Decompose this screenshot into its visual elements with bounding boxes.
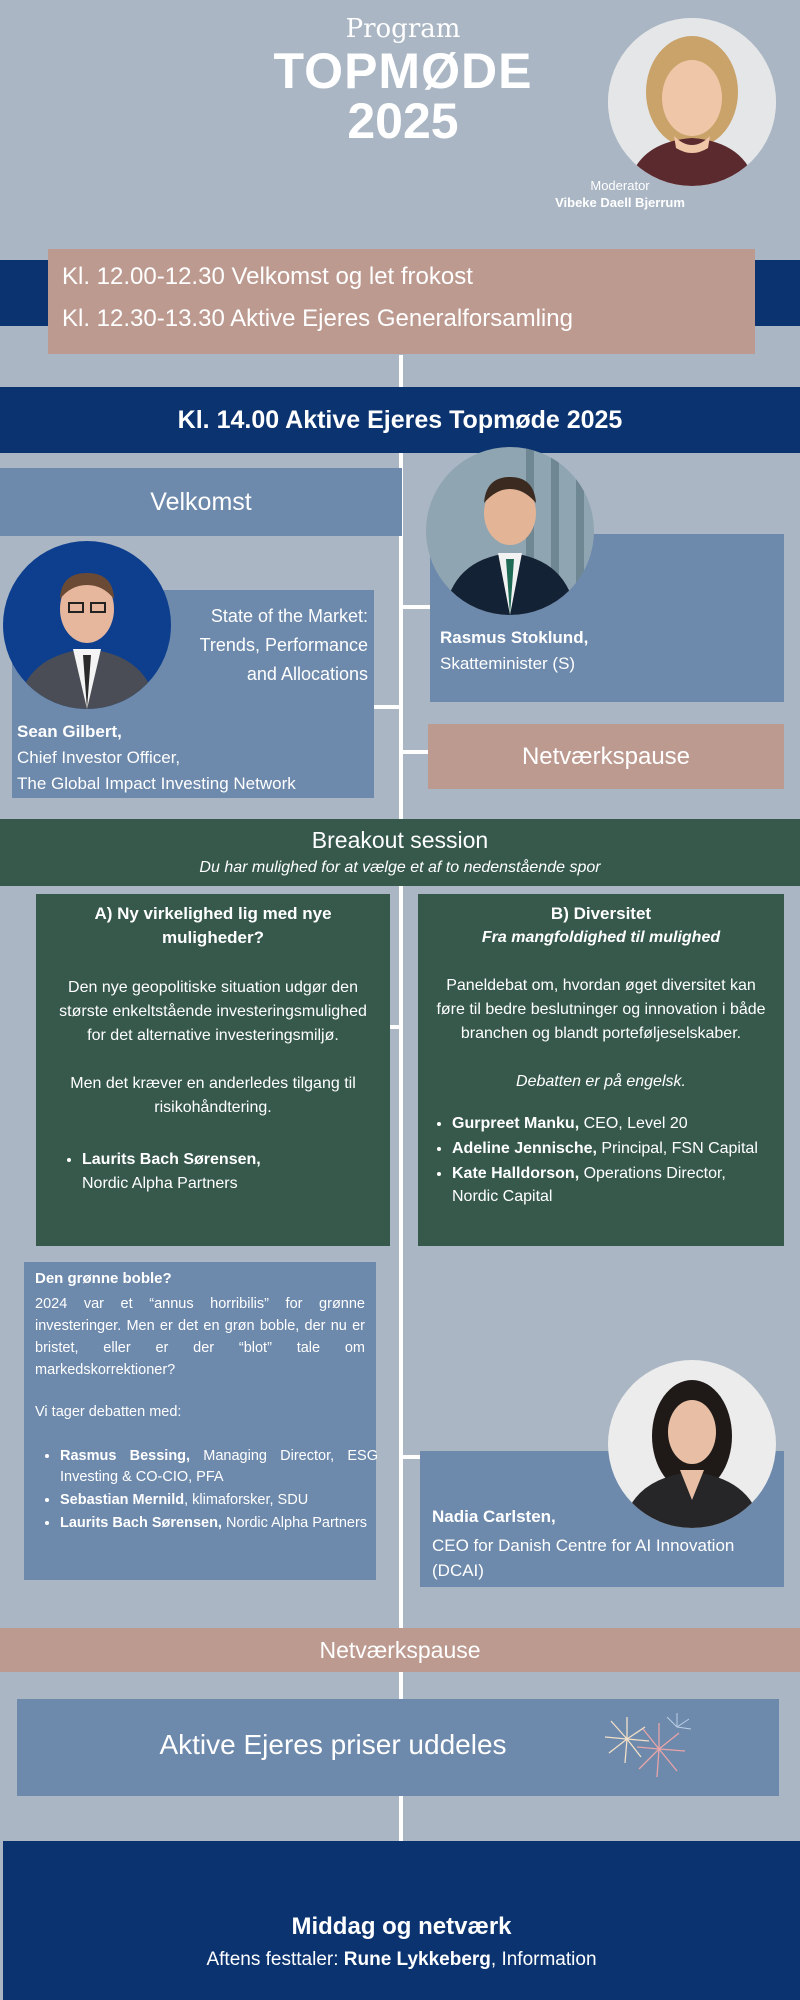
rasmus-stoklund-photo xyxy=(426,447,594,615)
speaker-role: Managing Director, ESG Investing & CO-CIO, PFA xyxy=(60,1448,378,1485)
speaker-name: Gurpreet Manku, xyxy=(452,1115,580,1132)
summit-banner-text: Kl. 14.00 Aktive Ejeres Topmøde 2025 xyxy=(177,406,623,434)
network-break-label: Netværkspause xyxy=(521,743,691,770)
track-b-paragraph-2: Debatten er på engelsk. xyxy=(516,1073,686,1090)
speaker-name: Sean Gilbert, xyxy=(17,722,122,741)
nadia-carlsten-photo xyxy=(608,1360,776,1528)
awards-box xyxy=(17,1699,779,1796)
track-a-speakers xyxy=(60,1148,390,1196)
track-a-paragraph-2: Men det kræver en anderledes tilgang til risikohåndtering. xyxy=(70,1075,356,1116)
moderator-name: Vibeke Daell Bjerrum xyxy=(555,195,685,210)
dinner-title: Middag og netværk xyxy=(291,1913,512,1940)
track-a-paragraph-1: Den nye geopolitiske situation udgør den største enkeltstående investeringsmulighed for det alternative investeringsmiljø. xyxy=(59,979,367,1044)
track-a-title: A) Ny virkelighed lig med nye muligheder? xyxy=(94,904,332,947)
fireworks-icon xyxy=(597,1709,697,1789)
speaker-item xyxy=(452,1112,774,1135)
welcome-box xyxy=(0,468,402,536)
intro-line-1: Kl. 12.00-12.30 Velkomst og let frokost xyxy=(62,263,473,290)
speaker-name: Adeline Jennische, xyxy=(452,1140,597,1157)
intro-line-2: Kl. 12.30-13.30 Aktive Ejeres Generalforsamling xyxy=(62,305,573,332)
timeline-line xyxy=(399,355,403,1845)
green-bubble-title: Den grønne boble? xyxy=(35,1270,172,1287)
program-label: Program xyxy=(345,14,461,44)
speaker-org: Nordic Alpha Partners xyxy=(82,1175,238,1192)
welcome-label: Velkomst xyxy=(150,488,252,516)
network-break-banner xyxy=(0,1628,800,1672)
speaker-name: Laurits Bach Sørensen, xyxy=(82,1151,261,1168)
green-bubble-speakers xyxy=(38,1444,378,1536)
speaker-role: Nordic Alpha Partners xyxy=(221,1515,368,1531)
speaker-title-line-2: The Global Impact Investing Network xyxy=(17,774,296,793)
page-title: TOPMØDE xyxy=(273,43,533,99)
green-bubble-box xyxy=(24,1262,376,1580)
timeline-tick xyxy=(399,750,431,754)
awards-label: Aktive Ejeres priser uddeles xyxy=(159,1729,507,1760)
breakout-banner xyxy=(0,819,800,886)
speaker-item xyxy=(60,1490,378,1511)
speaker-role: , klimaforsker, SDU xyxy=(184,1492,309,1508)
speaker-name: Rasmus Bessing, xyxy=(60,1448,191,1464)
moderator-label: Moderator xyxy=(590,178,650,193)
speaker-role: Principal, FSN Capital xyxy=(596,1140,758,1157)
track-b-subtitle: Fra mangfoldighed til mulighed xyxy=(481,929,721,946)
dinner-speaker-line xyxy=(3,1949,800,1971)
green-bubble-paragraph-1: 2024 var et “annus horribilis” for grønne investeringer. Men er det en grøn boble, der nu er bristet, eller er der “blot” tale om markedskorrektioner? xyxy=(35,1296,365,1378)
speaker-item xyxy=(60,1513,378,1534)
speaker-name: Laurits Bach Sørensen, xyxy=(60,1515,222,1531)
speaker-name: Nadia Carlsten, xyxy=(432,1507,556,1526)
talk-title: State of the Market: Trends, Performance and Allocations xyxy=(199,606,368,684)
track-b-speakers xyxy=(430,1112,774,1208)
green-bubble-paragraph-2: Vi tager debatten med: xyxy=(35,1404,182,1420)
network-break-box xyxy=(428,724,784,789)
track-b-paragraph-1: Paneldebat om, hvordan øget diversitet kan føre til bedre beslutninger og innovation i både branchen og blandt porteføljeselskaber. xyxy=(436,977,766,1042)
speaker-item xyxy=(60,1446,378,1488)
speaker-item xyxy=(452,1137,774,1160)
dinner-box xyxy=(3,1841,800,2000)
moderator-photo xyxy=(608,18,776,186)
breakout-subtitle: Du har mulighed for at vælge et af to nedenstående spor xyxy=(199,859,601,876)
sean-gilbert-photo xyxy=(3,541,171,709)
speaker-name: Sebastian Mernild xyxy=(60,1492,185,1508)
dinner-speaker-prefix: Aftens festtaler: xyxy=(206,1949,344,1970)
timeline-tick xyxy=(399,605,431,609)
speaker-name: Kate Halldorson, xyxy=(452,1165,580,1182)
track-b-title: B) Diversitet xyxy=(550,904,652,923)
speaker-item xyxy=(82,1148,390,1196)
timeline-tick xyxy=(374,705,402,709)
dinner-speaker-name: Rune Lykkeberg xyxy=(343,1949,491,1970)
speaker-title: CEO for Danish Centre for AI Innovation (DCAI) xyxy=(432,1536,735,1580)
summit-banner xyxy=(0,387,800,453)
speaker-name: Rasmus Stoklund, xyxy=(440,628,589,647)
track-a-box xyxy=(36,894,390,1246)
track-b-box xyxy=(418,894,784,1246)
network-break-label: Netværkspause xyxy=(319,1637,481,1663)
page-title-year: 2025 xyxy=(347,93,459,149)
moderator-caption xyxy=(540,178,700,210)
intro-box xyxy=(48,249,755,354)
speaker-role: CEO, Level 20 xyxy=(579,1115,688,1132)
breakout-title: Breakout session xyxy=(311,827,489,853)
speaker-item xyxy=(452,1162,774,1208)
speaker-title-line-1: Chief Investor Officer, xyxy=(17,748,181,767)
speaker-role: Operations Director, Nordic Capital xyxy=(452,1165,726,1205)
speaker-title: Skatteminister (S) xyxy=(440,654,576,673)
dinner-speaker-suffix: , Information xyxy=(490,1949,597,1970)
